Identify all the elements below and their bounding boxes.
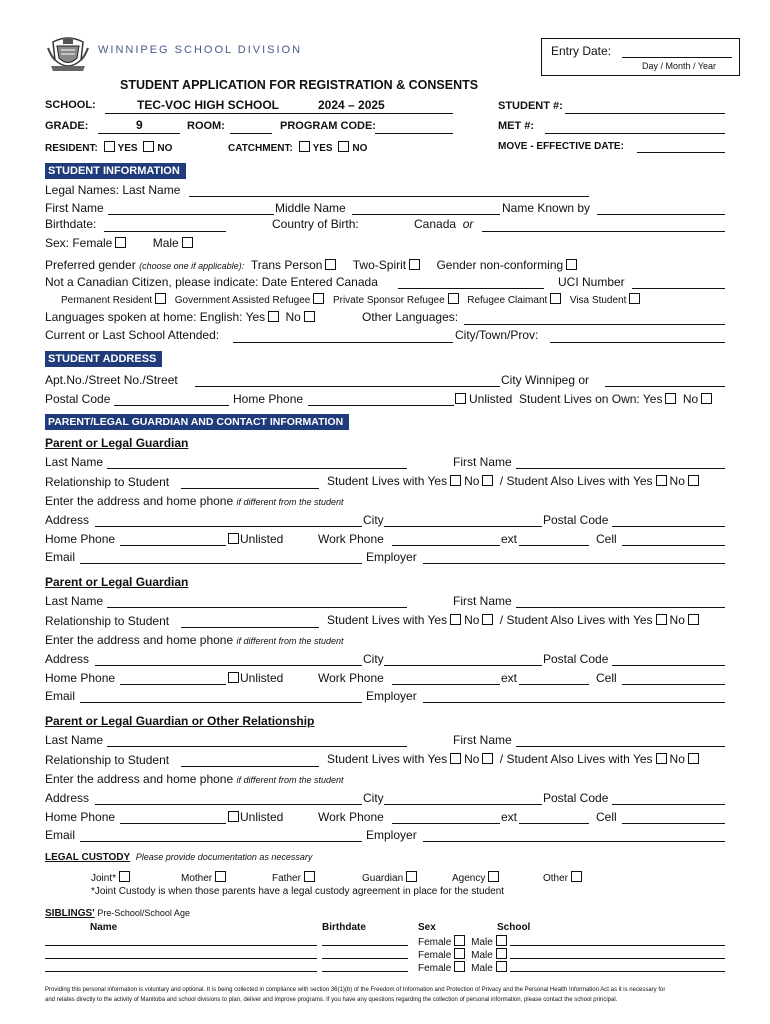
- sibling-sex-options: Female Male: [418, 961, 510, 974]
- catchment-no-checkbox[interactable]: [338, 141, 349, 152]
- entry-date-hint: Day / Month / Year: [642, 61, 717, 71]
- guardian-cell-label: Cell: [596, 671, 617, 685]
- student-info-section-header: STUDENT INFORMATION: [45, 163, 186, 179]
- guardian-lives-with-row: Student Lives with Yes No / Student Also Lives with Yes No: [327, 613, 702, 627]
- address-unlisted-checkbox[interactable]: [455, 393, 466, 404]
- postal-code-label: Postal Code: [45, 392, 111, 406]
- custody-mother-checkbox[interactable]: [215, 871, 226, 882]
- guardian-employer-label: Employer: [366, 828, 417, 842]
- custody-mother: Mother: [181, 871, 229, 884]
- guardian-city-label: City: [363, 791, 384, 805]
- guardian-lives-with-row: Student Lives with Yes No / Student Also Lives with Yes No: [327, 752, 702, 766]
- refugee-claimant-checkbox[interactable]: [550, 293, 561, 304]
- gender-nonconforming-checkbox[interactable]: [566, 259, 577, 270]
- guardian-relationship-label: Relationship to Student: [45, 614, 170, 628]
- guardian-unlisted: Unlisted: [226, 671, 283, 685]
- sex-row: Sex: Female Male: [45, 236, 196, 250]
- siblings-col-name: Name: [90, 922, 118, 933]
- guardian-work-phone-field[interactable]: [392, 545, 500, 546]
- guardian-employer-field[interactable]: [423, 702, 725, 703]
- country-of-birth-label: Country of Birth:: [272, 217, 359, 231]
- custody-father-checkbox[interactable]: [304, 871, 315, 882]
- custody-joint-checkbox[interactable]: [119, 871, 130, 882]
- guardian-relationship-field[interactable]: [181, 627, 319, 628]
- custody-agency-checkbox[interactable]: [488, 871, 499, 882]
- canada-option[interactable]: Canada or: [414, 217, 474, 231]
- program-code-field[interactable]: [375, 133, 453, 134]
- sex-male-checkbox[interactable]: [182, 237, 193, 248]
- sibling-sex-options: Female Male: [418, 935, 510, 948]
- sibling-male-checkbox[interactable]: [496, 935, 507, 946]
- middle-name-label: Middle Name: [275, 201, 346, 215]
- privacy-notice-line1: Providing this personal information is voluntary and optional. It is being collected in compliance with section 36(1)(b) of the Freedom of Information and Protection of Privacy and the Personal Health Information Act as it is necessary for: [45, 987, 666, 993]
- guardian-unlisted: Unlisted: [226, 810, 283, 824]
- siblings-col-school: School: [497, 922, 531, 933]
- postal-code-field[interactable]: [114, 405, 229, 406]
- guardian-home-phone-label: Home Phone: [45, 810, 116, 824]
- student-num-field[interactable]: [565, 113, 725, 114]
- not-citizen-label: Not a Canadian Citizen, please indicate: Date Entered Canada: [45, 275, 378, 289]
- guardian-postal-code-label: Postal Code: [543, 791, 609, 805]
- guardian-ext-label: ext: [501, 671, 518, 685]
- custody-joint: Joint*: [91, 871, 133, 884]
- form-title: STUDENT APPLICATION FOR REGISTRATION & CONSENTS: [120, 78, 479, 92]
- guardian-relationship-label: Relationship to Student: [45, 753, 170, 767]
- guardian-cell-label: Cell: [596, 532, 617, 546]
- privacy-notice-line2: and relates directly to the activity of Manitoba and school divisions to plan, deliver and improve programs. If you have any questions regarding the collection of personal information, please contact the school principal.: [45, 997, 618, 1003]
- last-school-field[interactable]: [233, 342, 453, 343]
- other-languages-field[interactable]: [464, 324, 725, 325]
- lives-on-own-no-checkbox[interactable]: [701, 393, 712, 404]
- sibling-female-checkbox[interactable]: [454, 935, 465, 946]
- guardian-employer-label: Employer: [366, 689, 417, 703]
- custody-other-checkbox[interactable]: [571, 871, 582, 882]
- guardian-ext-label: ext: [501, 532, 518, 546]
- resident-yes-checkbox[interactable]: [104, 141, 115, 152]
- middle-name-field[interactable]: [352, 214, 500, 215]
- name-known-by-label: Name Known by: [502, 201, 591, 215]
- school-label: SCHOOL:: [45, 99, 96, 111]
- sibling-name-field[interactable]: [45, 945, 317, 946]
- sibling-female-checkbox[interactable]: [454, 961, 465, 972]
- guardian-first-name-field[interactable]: [516, 746, 725, 747]
- guardian-last-name-label: Last Name: [45, 455, 104, 469]
- guardian-postal-code-field[interactable]: [612, 665, 725, 666]
- guardian-postal-code-label: Postal Code: [543, 652, 609, 666]
- room-field[interactable]: [230, 133, 272, 134]
- guardian-address-field[interactable]: [95, 526, 362, 527]
- name-known-by-field[interactable]: [597, 214, 725, 215]
- lives-with-yes-checkbox[interactable]: [450, 753, 461, 764]
- custody-guardian-checkbox[interactable]: [406, 871, 417, 882]
- sibling-birthdate-field[interactable]: [322, 971, 408, 972]
- lives-with-no-checkbox[interactable]: [482, 475, 493, 486]
- guardian-relationship-label: Relationship to Student: [45, 475, 170, 489]
- guardian-work-phone-label: Work Phone: [318, 671, 384, 685]
- sibling-school-field[interactable]: [510, 971, 725, 972]
- also-lives-with-no-checkbox[interactable]: [688, 475, 699, 486]
- guardian-employer-label: Employer: [366, 550, 417, 564]
- guardian-postal-code-label: Postal Code: [543, 513, 609, 527]
- org-name: WINNIPEG SCHOOL DIVISION: [98, 44, 303, 56]
- lives-with-yes-checkbox[interactable]: [450, 475, 461, 486]
- guardian-home-phone-field[interactable]: [120, 545, 226, 546]
- visa-student-checkbox[interactable]: [629, 293, 640, 304]
- guardian-ext-field[interactable]: [519, 545, 589, 546]
- guardian-address-label: Address: [45, 513, 90, 527]
- guardian-city-field[interactable]: [384, 804, 542, 805]
- guardian-last-name-label: Last Name: [45, 733, 104, 747]
- move-date-label: MOVE - EFFECTIVE DATE:: [498, 141, 624, 152]
- guardian-home-phone-label: Home Phone: [45, 532, 116, 546]
- grade-label: GRADE:: [45, 120, 89, 132]
- also-lives-with-no-checkbox[interactable]: [688, 753, 699, 764]
- gov-refugee-checkbox[interactable]: [313, 293, 324, 304]
- lives-on-own-yes-checkbox[interactable]: [665, 393, 676, 404]
- trans-person-checkbox[interactable]: [325, 259, 336, 270]
- met-label: MET #:: [498, 120, 535, 132]
- guardian-postal-code-field[interactable]: [612, 526, 725, 527]
- joint-custody-footnote: *Joint Custody is when those parents have a legal custody agreement in place for the student: [91, 886, 505, 897]
- street-field[interactable]: [195, 386, 500, 387]
- school-value[interactable]: TEC-VOC HIGH SCHOOL: [137, 98, 280, 112]
- city-town-prov-field[interactable]: [550, 342, 725, 343]
- school-year-value[interactable]: 2024 – 2025: [318, 98, 385, 112]
- citizenship-status-row: Permanent Resident Government Assisted Refugee Private Sponsor Refugee Refugee Claimant Visa Student: [61, 293, 643, 306]
- guardian-home-phone-label: Home Phone: [45, 671, 116, 685]
- custody-father: Father: [272, 871, 318, 884]
- lives-with-no-checkbox[interactable]: [482, 614, 493, 625]
- custody-other: Other: [543, 871, 585, 884]
- lives-with-yes-checkbox[interactable]: [450, 614, 461, 625]
- move-date-field[interactable]: [637, 152, 725, 153]
- siblings-col-birthdate: Birthdate: [322, 922, 366, 933]
- languages-row: Languages spoken at home: English: Yes No: [45, 310, 318, 324]
- guardian-ext-label: ext: [501, 810, 518, 824]
- guardian-last-name-label: Last Name: [45, 594, 104, 608]
- guardian-unlisted-checkbox[interactable]: [228, 811, 239, 822]
- guardian-ext-field[interactable]: [519, 684, 589, 685]
- custody-agency: Agency: [452, 871, 502, 884]
- catchment-yes-checkbox[interactable]: [299, 141, 310, 152]
- catchment-row: CATCHMENT: YES NO: [228, 143, 368, 154]
- guardian-address-field[interactable]: [95, 665, 362, 666]
- guardian-relationship-field[interactable]: [181, 766, 319, 767]
- guardian-email-field[interactable]: [80, 702, 362, 703]
- legal-custody-heading: LEGAL CUSTODY Please provide documentation as necessary: [45, 852, 313, 863]
- sex-female-checkbox[interactable]: [115, 237, 126, 248]
- guardian-city-field[interactable]: [384, 526, 542, 527]
- street-label: Apt.No./Street No./Street: [45, 373, 178, 387]
- first-name-field[interactable]: [108, 214, 274, 215]
- guardian-home-phone-field[interactable]: [120, 823, 226, 824]
- guardian-email-label: Email: [45, 550, 76, 564]
- guardian-address-label: Address: [45, 791, 90, 805]
- guardian-home-phone-field[interactable]: [120, 684, 226, 685]
- also-lives-with-yes-checkbox[interactable]: [656, 753, 667, 764]
- guardian-enter-address-label: Enter the address and home phone if different from the student: [45, 772, 344, 786]
- city-town-prov-label: City/Town/Prov:: [455, 328, 539, 342]
- also-lives-with-no-checkbox[interactable]: [688, 614, 699, 625]
- unlisted-and-lives-on-own-row: Unlisted Student Lives on Own: Yes No: [455, 392, 715, 406]
- guardian-ext-field[interactable]: [519, 823, 589, 824]
- guardian-employer-field[interactable]: [423, 563, 725, 564]
- guardian-unlisted-checkbox[interactable]: [228, 533, 239, 544]
- sibling-female-checkbox[interactable]: [454, 948, 465, 959]
- private-refugee-checkbox[interactable]: [448, 293, 459, 304]
- sibling-male-checkbox[interactable]: [496, 948, 507, 959]
- resident-row: RESIDENT: YES NO: [45, 143, 173, 154]
- siblings-heading: SIBLINGS' Pre-School/School Age: [45, 908, 190, 919]
- entry-date-field[interactable]: [622, 57, 732, 58]
- last-name-field[interactable]: [189, 196, 589, 197]
- lives-with-no-checkbox[interactable]: [482, 753, 493, 764]
- guardian-first-name-label: First Name: [453, 594, 512, 608]
- student-address-section-header: STUDENT ADDRESS: [45, 351, 162, 367]
- guardian-last-name-field[interactable]: [107, 607, 407, 608]
- resident-no-checkbox[interactable]: [143, 141, 154, 152]
- program-code-label: PROGRAM CODE:: [280, 120, 376, 132]
- guardian-section-header: PARENT/LEGAL GUARDIAN AND CONTACT INFORMATION: [45, 414, 349, 430]
- division-crest-logo: [45, 34, 91, 74]
- guardian-first-name-label: First Name: [453, 733, 512, 747]
- sibling-name-field[interactable]: [45, 958, 317, 959]
- uci-number-field[interactable]: [632, 288, 725, 289]
- guardian-cell-field[interactable]: [622, 823, 725, 824]
- guardian-postal-code-field[interactable]: [612, 804, 725, 805]
- sibling-school-field[interactable]: [510, 945, 725, 946]
- birthdate-label: Birthdate:: [45, 217, 97, 231]
- guardian-address-field[interactable]: [95, 804, 362, 805]
- guardian-unlisted-checkbox[interactable]: [228, 672, 239, 683]
- guardian-employer-field[interactable]: [423, 841, 725, 842]
- guardian-city-label: City: [363, 513, 384, 527]
- sibling-sex-options: Female Male: [418, 948, 510, 961]
- preferred-gender-row: Preferred gender (choose one if applicable): Trans Person Two-Spirit Gender non-conforming: [45, 258, 580, 272]
- last-school-label: Current or Last School Attended:: [45, 328, 220, 342]
- guardian-email-label: Email: [45, 828, 76, 842]
- city-winnipeg-label: City Winnipeg or: [501, 373, 590, 387]
- sibling-school-field[interactable]: [510, 958, 725, 959]
- also-lives-with-yes-checkbox[interactable]: [656, 475, 667, 486]
- siblings-col-sex: Sex: [418, 922, 436, 933]
- sibling-name-field[interactable]: [45, 971, 317, 972]
- guardian-enter-address-label: Enter the address and home phone if different from the student: [45, 494, 344, 508]
- sibling-male-checkbox[interactable]: [496, 961, 507, 972]
- guardian-relationship-field[interactable]: [181, 488, 319, 489]
- met-field[interactable]: [545, 133, 725, 134]
- guardian-heading: Parent or Legal Guardian or Other Relationship: [45, 714, 315, 728]
- guardian-email-label: Email: [45, 689, 76, 703]
- date-entered-canada-field[interactable]: [398, 288, 544, 289]
- first-name-label: First Name: [45, 201, 104, 215]
- grade-value[interactable]: 9: [136, 118, 143, 132]
- sibling-birthdate-field[interactable]: [322, 945, 408, 946]
- city-field[interactable]: [605, 386, 725, 387]
- home-phone-label: Home Phone: [233, 392, 304, 406]
- guardian-cell-field[interactable]: [622, 684, 725, 685]
- student-num-label: STUDENT #:: [498, 100, 563, 112]
- guardian-first-name-label: First Name: [453, 455, 512, 469]
- guardian-city-field[interactable]: [384, 665, 542, 666]
- two-spirit-checkbox[interactable]: [409, 259, 420, 270]
- guardian-address-label: Address: [45, 652, 90, 666]
- guardian-work-phone-label: Work Phone: [318, 810, 384, 824]
- guardian-work-phone-field[interactable]: [392, 823, 500, 824]
- other-languages-label: Other Languages:: [362, 310, 459, 324]
- birthdate-field[interactable]: [104, 231, 226, 232]
- custody-guardian: Guardian: [362, 871, 420, 884]
- guardian-work-phone-field[interactable]: [392, 684, 500, 685]
- guardian-unlisted: Unlisted: [226, 532, 283, 546]
- home-phone-field[interactable]: [308, 405, 454, 406]
- guardian-lives-with-row: Student Lives with Yes No / Student Also Lives with Yes No: [327, 474, 702, 488]
- guardian-cell-field[interactable]: [622, 545, 725, 546]
- english-yes-checkbox[interactable]: [268, 311, 279, 322]
- permanent-resident-checkbox[interactable]: [155, 293, 166, 304]
- sibling-birthdate-field[interactable]: [322, 958, 408, 959]
- guardian-email-field[interactable]: [80, 841, 362, 842]
- guardian-first-name-field[interactable]: [516, 468, 725, 469]
- country-of-birth-field[interactable]: [482, 231, 725, 232]
- english-no-checkbox[interactable]: [304, 311, 315, 322]
- guardian-first-name-field[interactable]: [516, 607, 725, 608]
- guardian-enter-address-label: Enter the address and home phone if different from the student: [45, 633, 344, 647]
- guardian-work-phone-label: Work Phone: [318, 532, 384, 546]
- guardian-heading: Parent or Legal Guardian: [45, 436, 189, 450]
- guardian-city-label: City: [363, 652, 384, 666]
- guardian-email-field[interactable]: [80, 563, 362, 564]
- entry-date-label: Entry Date:: [551, 44, 612, 58]
- room-label: ROOM:: [187, 120, 225, 132]
- guardian-last-name-field[interactable]: [107, 468, 407, 469]
- guardian-heading: Parent or Legal Guardian: [45, 575, 189, 589]
- also-lives-with-yes-checkbox[interactable]: [656, 614, 667, 625]
- uci-number-label: UCI Number: [558, 275, 625, 289]
- legal-names-label: Legal Names: Last Name: [45, 183, 181, 197]
- guardian-last-name-field[interactable]: [107, 746, 407, 747]
- guardian-cell-label: Cell: [596, 810, 617, 824]
